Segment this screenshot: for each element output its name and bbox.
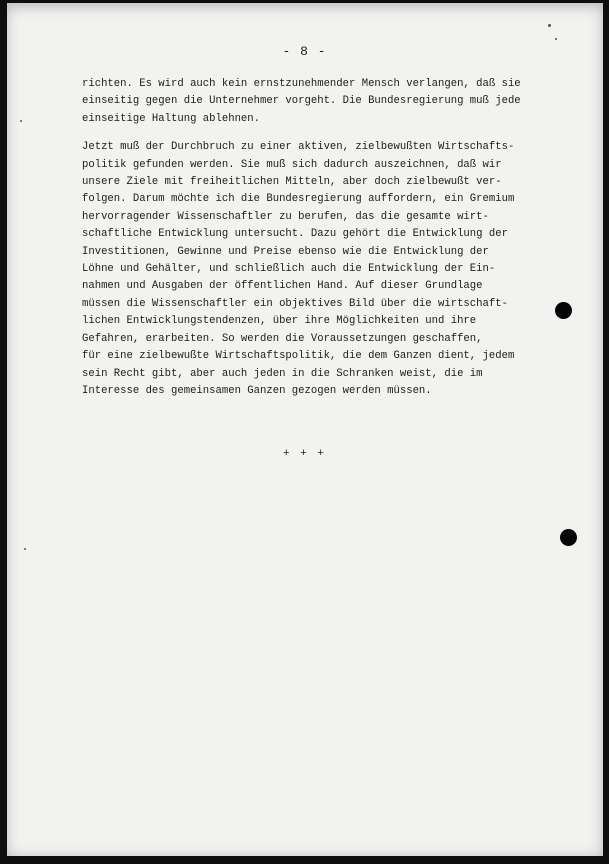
- text-line: müssen die Wissenschaftler ein objektives Bild über die wirtschaft-: [82, 297, 508, 310]
- text-line: hervorragender Wissenschaftler zu berufen, das die gesamte wirt-: [82, 210, 489, 223]
- text-line: lichen Entwicklungstendenzen, über ihre Möglichkeiten und ihre: [82, 315, 477, 328]
- scan-edge-left: [0, 0, 7, 864]
- punch-hole-lower: [560, 529, 577, 546]
- end-mark: + + +: [282, 448, 326, 460]
- body-text: [82, 76, 572, 411]
- text-line: Interesse des gemeinsamen Ganzen gezogen werden müssen.: [82, 384, 432, 397]
- text-line: folgen. Darum möchte ich die Bundesregierung auffordern, ein Gremium: [82, 193, 515, 206]
- text-line: Investitionen, Gewinne und Preise ebenso wie die Entwicklung der: [82, 245, 489, 258]
- text-line: schaftliche Entwicklung untersucht. Dazu gehört die Entwicklung der: [82, 228, 508, 241]
- text-line: nahmen und Ausgaben der öffentlichen Hand. Auf dieser Grundlage: [82, 280, 483, 293]
- scan-speckle: [548, 24, 551, 27]
- paragraph-2: [82, 139, 572, 400]
- scan-speckle: [555, 38, 557, 40]
- scan-edge-top: [0, 0, 609, 3]
- paragraph-1: [82, 76, 572, 128]
- text-line: sein Recht gibt, aber auch jeden in die Schranken weist, die im: [82, 367, 483, 380]
- punch-hole-upper: [555, 302, 572, 319]
- scan-edge-right: [603, 0, 609, 864]
- text-line: einseitig gegen die Unternehmer vorgeht. Die Bundesregierung muß jede: [82, 95, 521, 108]
- text-line: einseitige Haltung ablehnen.: [82, 112, 261, 125]
- text-line: unsere Ziele mit freiheitlichen Mitteln, aber doch zielbewußt ver-: [82, 176, 502, 189]
- scan-speckle: [24, 548, 26, 550]
- text-line: Löhne und Gehälter, und schließlich auch die Entwicklung der Ein-: [82, 263, 496, 276]
- text-line: Gefahren, erarbeiten. So werden die Voraussetzungen geschaffen,: [82, 332, 483, 345]
- text-line: Jetzt muß der Durchbruch zu einer aktiven, zielbewußten Wirtschafts-: [82, 141, 515, 154]
- scan-speckle: [20, 120, 22, 122]
- text-line: politik gefunden werden. Sie muß sich dadurch auszeichnen, daß wir: [82, 158, 502, 171]
- page-number: - 8 -: [282, 44, 327, 59]
- text-line: für eine zielbewußte Wirtschaftspolitik, die dem Ganzen dient, jedem: [82, 350, 515, 363]
- text-line: richten. Es wird auch kein ernstzunehmender Mensch verlangen, daß sie: [82, 78, 521, 90]
- scan-edge-bottom: [0, 856, 609, 864]
